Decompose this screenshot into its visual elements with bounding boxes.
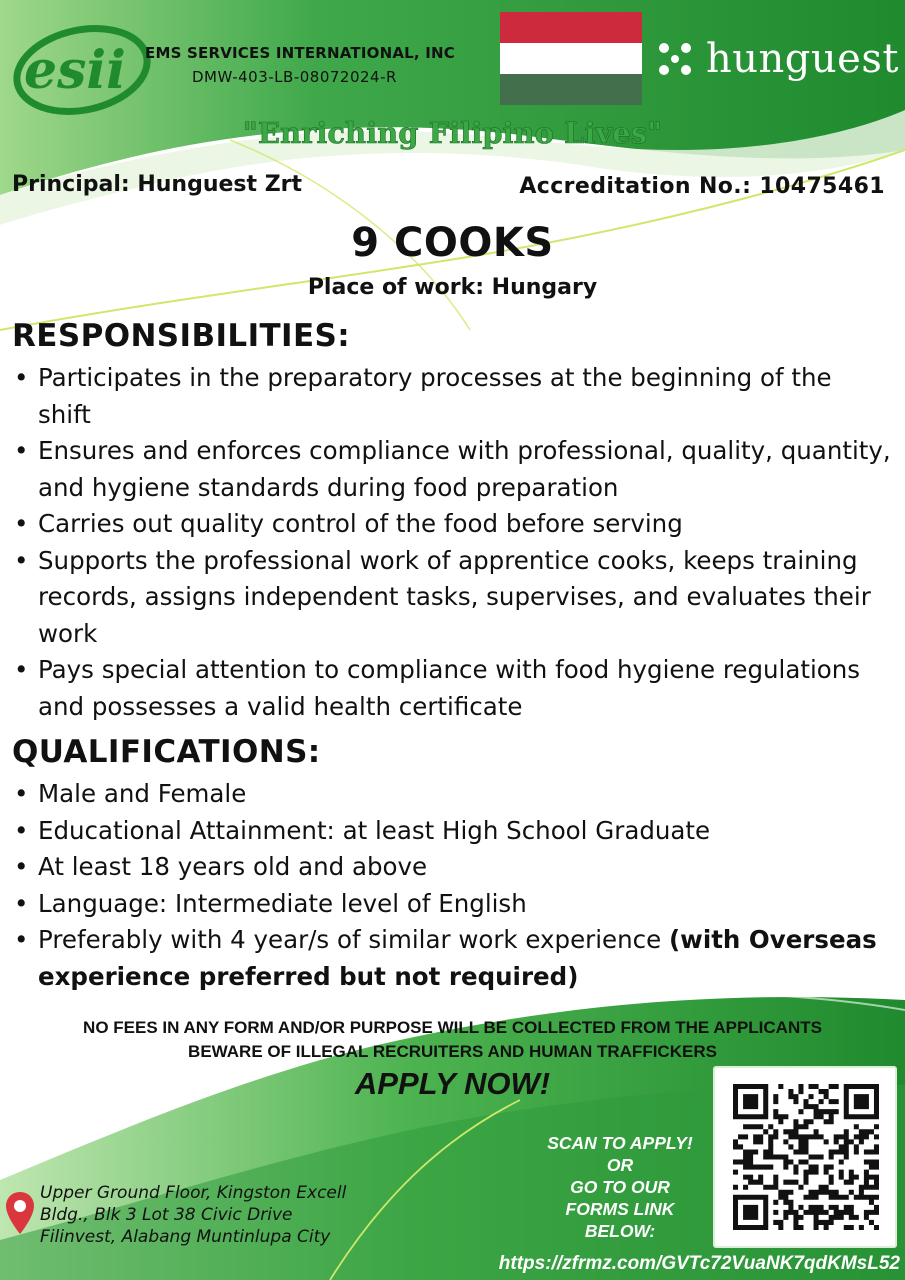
experience-text: Preferably with 4 year/s of similar work experience — [38, 925, 669, 954]
list-item: • Participates in the preparatory processes at the beginning of the shift — [12, 360, 892, 433]
notice-line-2: BEWARE OF ILLEGAL RECRUITERS AND HUMAN TRAFFICKERS — [188, 1042, 717, 1061]
scan-line-3: GO TO OUR — [570, 1177, 670, 1197]
hunguest-brand — [656, 36, 899, 82]
flag-red-stripe — [500, 12, 642, 43]
job-title: 9 COOKS — [351, 220, 554, 266]
logo-text: esii — [24, 40, 126, 101]
notice-line-1: NO FEES IN ANY FORM AND/OR PURPOSE WILL BE COLLECTED FROM THE APPLICANTS — [83, 1018, 822, 1037]
location-pin-icon — [4, 1190, 36, 1236]
list-item: • Pays special attention to compliance with food hygiene regulations and possesses a valid health certificate — [12, 652, 892, 725]
esi-logo-mark — [12, 10, 152, 120]
place-of-work: Place of work: Hungary — [307, 275, 598, 300]
hunguest-logo-text: hunguest — [706, 36, 899, 82]
list-item: • Supports the professional work of apprentice cooks, keeps training records, assigns independent tasks, supervises, and evaluates their work — [12, 543, 892, 653]
list-item: • Male and Female — [12, 776, 892, 813]
list-item-experience — [12, 922, 892, 995]
qr-code-image — [733, 1084, 879, 1230]
principal: Principal: Hunguest Zrt — [12, 172, 303, 197]
qualifications-list — [12, 776, 892, 995]
responsibilities-heading: RESPONSIBILITIES: — [12, 318, 351, 354]
license-number: DMW-403-LB-08072024-R — [192, 68, 397, 86]
scan-instructions — [520, 1132, 720, 1242]
company-name: EMS SERVICES INTERNATIONAL, INC — [145, 44, 455, 62]
flag-white-stripe — [500, 43, 642, 74]
address-line-2: Bldg., Blk 3 Lot 38 Civic Drive — [40, 1205, 293, 1225]
responsibilities-list — [12, 360, 892, 725]
apply-now: APPLY NOW! — [354, 1066, 551, 1101]
hunguest-logo-icon — [656, 40, 694, 78]
no-fees-notice — [0, 1016, 905, 1064]
address-line-1: Upper Ground Floor, Kingston Excell — [40, 1183, 347, 1203]
list-item: • At least 18 years old and above — [12, 849, 892, 886]
list-item: • Educational Attainment: at least High School Graduate — [12, 813, 892, 850]
hungary-flag — [500, 12, 642, 105]
tagline: "Enriching Filipino Lives" — [242, 116, 663, 150]
forms-link[interactable]: https://zfrmz.com/GVTc72VuaNK7qdKMsL52 — [498, 1253, 900, 1274]
experience-note: (with Overseas experience preferred but not required) — [38, 925, 877, 991]
qr-code[interactable] — [713, 1066, 897, 1248]
accreditation-number: Accreditation No.: 10475461 — [519, 174, 885, 199]
qualifications-heading: QUALIFICATIONS: — [12, 734, 321, 770]
list-item: • Ensures and enforces compliance with professional, quality, quantity, and hygiene standards during food preparation — [12, 433, 892, 506]
address-line-3: Filinvest, Alabang Muntinlupa City — [40, 1227, 331, 1247]
scan-line-2: OR — [606, 1155, 634, 1175]
address — [40, 1182, 346, 1248]
scan-line-1: SCAN TO APPLY! — [547, 1133, 693, 1153]
flag-green-stripe — [500, 74, 642, 105]
scan-line-5: BELOW: — [584, 1221, 656, 1241]
list-item: • Carries out quality control of the food before serving — [12, 506, 892, 543]
list-item: • Language: Intermediate level of English — [12, 886, 892, 923]
scan-line-4: FORMS LINK — [565, 1199, 675, 1219]
